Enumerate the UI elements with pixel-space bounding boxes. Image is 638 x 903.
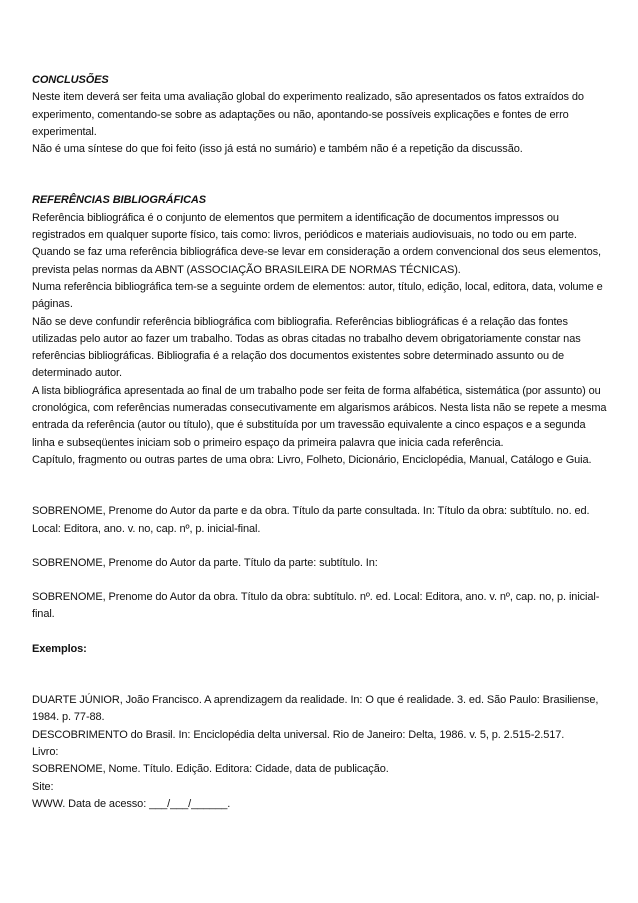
document-page bbox=[32, 72, 607, 813]
spacer bbox=[32, 469, 607, 503]
example-label-livro: Livro: bbox=[32, 745, 59, 758]
example-line: DUARTE JÚNIOR, João Francisco. A aprendizagem da realidade. In: O que é realidade. 3. ed. São Paulo: Brasiliense, 1984. p. 77-88. bbox=[32, 694, 599, 724]
paragraph: A lista bibliográfica apresentada ao final de um trabalho pode ser feita de forma alfabética, sistemática (por assunto) ou cronológica, com referências numeradas consecutivamente em algarismos arábicos. Nesta lista não se repete a mesma entrada da referência (autor ou título), que é substituída por um travessão equivalente a cinco espaços e a segunda linha e subseqüentes iniciam sob o primeiro espaço da primeira palavra que inicia cada referência. bbox=[32, 384, 607, 449]
spacer bbox=[32, 572, 607, 589]
spacer bbox=[32, 658, 607, 692]
examples-title: Exemplos: bbox=[32, 642, 87, 655]
spacer bbox=[32, 158, 607, 192]
example-line: WWW. Data de acesso: ___/___/______. bbox=[32, 797, 231, 810]
paragraph: Não se deve confundir referência bibliográfica com bibliografia. Referências bibliográficas é a relação das fontes utilizadas pelo autor ao fazer um trabalho. Todas as obras citadas no trabalho devem obrigatoriamente constar nas referências bibliográficas. Bibliografia é a relação dos documentos existentes sobre determinado assunto ou de determinado autor. bbox=[32, 315, 581, 380]
reference-format: SOBRENOME, Prenome do Autor da parte. Título da parte: subtítulo. In: bbox=[32, 556, 378, 569]
paragraph: Numa referência bibliográfica tem-se a seguinte ordem de elementos: autor, título, edição, local, editora, data, volume e páginas. bbox=[32, 280, 603, 311]
paragraph: Não é uma síntese do que foi feito (isso já está no sumário) e também não é a repetição da discussão. bbox=[32, 143, 523, 156]
paragraph: Quando se faz uma referência bibliográfica deve-se levar em consideração a ordem convencional dos seus elementos, prevista pelas normas da ABNT (ASSOCIAÇÃO BRASILEIRA DE NORMAS TÉCNICAS). bbox=[32, 246, 601, 276]
paragraph: Capítulo, fragmento ou outras partes de uma obra: Livro, Folheto, Dicionário, Enciclopédia, Manual, Catálogo e Guia. bbox=[32, 453, 592, 466]
section-title-conclusoes: CONCLUSÕES bbox=[32, 74, 109, 86]
spacer bbox=[32, 538, 607, 555]
spacer bbox=[32, 624, 607, 641]
reference-format: SOBRENOME, Prenome do Autor da parte e da obra. Título da parte consultada. In: Título da obra: subtítulo. no. ed. Local: Editora, ano. v. no, cap. nº, p. inicial-final. bbox=[32, 505, 590, 535]
example-line: SOBRENOME, Nome. Título. Edição. Editora: Cidade, data de publicação. bbox=[32, 763, 389, 776]
paragraph: Neste item deverá ser feita uma avaliação global do experimento realizado, são apresentados os fatos extraídos do experimento, comentando-se sobre as adaptações ou não, apontando-se possíveis explicações e fontes de erro experimental. bbox=[32, 91, 584, 138]
section-title-referencias: REFERÊNCIAS BIBLIOGRÁFICAS bbox=[32, 194, 207, 207]
example-label-site: Site: bbox=[32, 780, 54, 793]
paragraph: Referência bibliográfica é o conjunto de elementos que permitem a identificação de documentos impressos ou registrados em qualquer suporte físico, tais como: livros, periódicos e materiais audiovisuais, no todo ou em parte. bbox=[32, 211, 577, 242]
reference-format: SOBRENOME, Prenome do Autor da obra. Título da obra: subtítulo. nº. ed. Local: Editora, ano. v. nº, cap. no, p. inicial-final. bbox=[32, 591, 600, 621]
example-line: DESCOBRIMENTO do Brasil. In: Enciclopédia delta universal. Rio de Janeiro: Delta, 1986. v. 5, p. 2.515-2.517. bbox=[32, 728, 565, 741]
